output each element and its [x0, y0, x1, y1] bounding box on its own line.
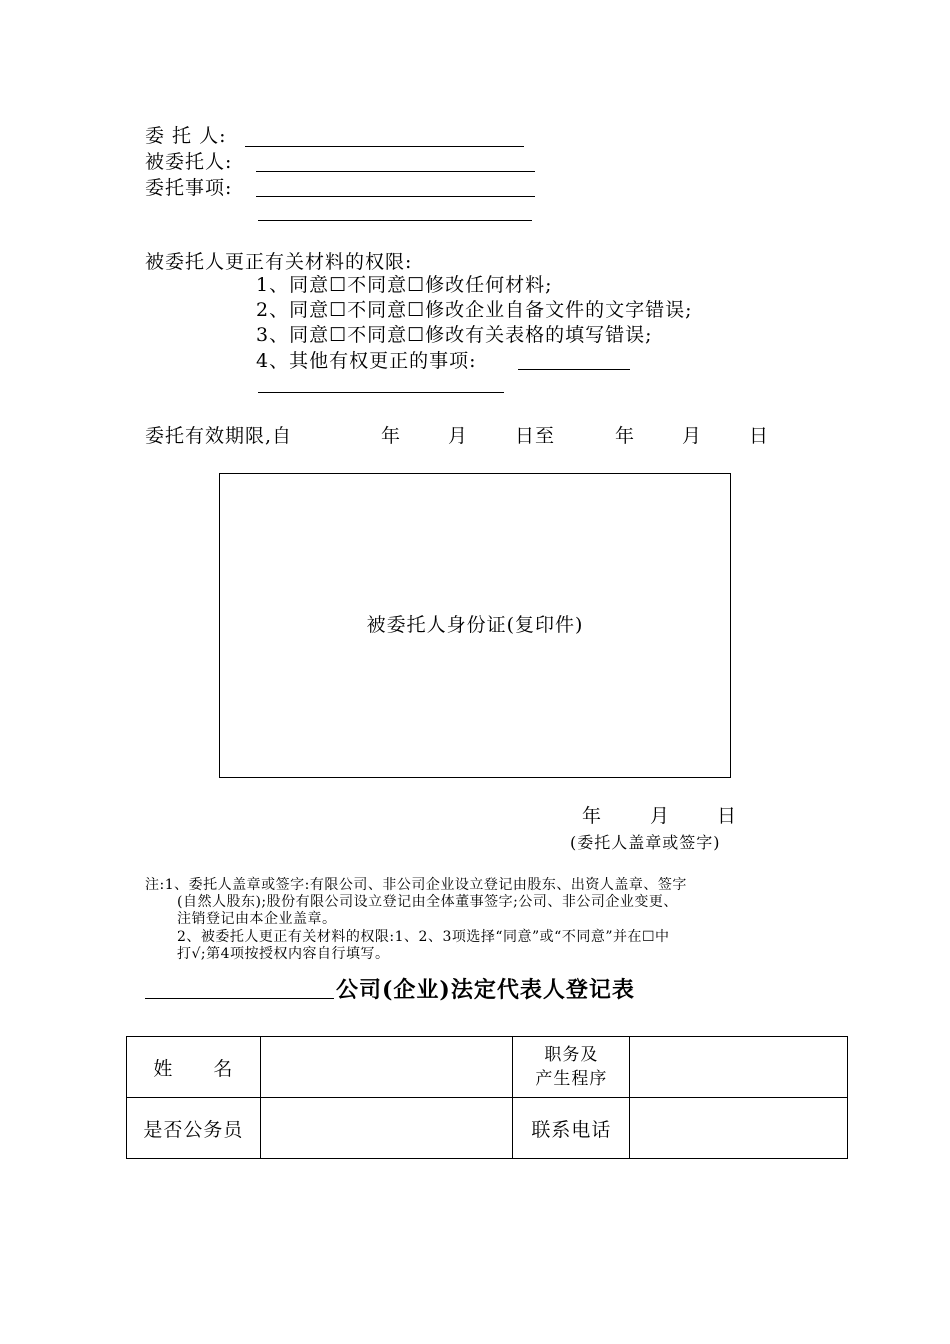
company-name-blank[interactable]	[145, 998, 334, 999]
table-row	[127, 1098, 848, 1159]
note-line-2: (自然人股东);股份有限公司设立登记由全体董事签字;公司、非公司企业变更、	[177, 894, 678, 910]
principal-blank[interactable]	[245, 146, 524, 147]
civil-servant-label: 是否公务员	[127, 1098, 261, 1159]
agent-blank[interactable]	[256, 171, 535, 172]
rights-item-2: 2、同意☐不同意☐修改企业自备文件的文字错误;	[256, 299, 693, 321]
validity-year-2: 年	[615, 425, 636, 447]
position-value-cell[interactable]	[630, 1037, 848, 1098]
position-label	[513, 1037, 630, 1098]
signature-year: 年	[582, 805, 603, 827]
name-value-cell[interactable]	[260, 1037, 513, 1098]
position-label-line-2: 产生程序	[535, 1069, 608, 1089]
signature-day: 日	[717, 805, 738, 827]
rights-item-4: 4、其他有权更正的事项:	[256, 350, 477, 372]
phone-label: 联系电话	[513, 1098, 630, 1159]
signature-month: 月	[650, 805, 671, 827]
civil-servant-value-cell[interactable]	[260, 1098, 513, 1159]
rights-heading: 被委托人更正有关材料的权限:	[145, 251, 413, 273]
note-line-5: 打√;第4项按授权内容自行填写。	[177, 946, 390, 962]
id-copy-box	[219, 473, 731, 778]
rights-item-4-blank[interactable]	[518, 369, 630, 370]
position-label-line-1: 职务及	[544, 1045, 599, 1065]
principal-label: 委 托 人:	[145, 125, 227, 147]
validity-month-2: 月	[682, 425, 703, 447]
validity-year-1: 年	[381, 425, 402, 447]
registration-table	[126, 1036, 848, 1159]
rights-item-3: 3、同意☐不同意☐修改有关表格的填写错误;	[256, 324, 653, 346]
note-line-3: 注销登记由本企业盖章。	[177, 911, 337, 927]
matters-label: 委托事项:	[145, 177, 233, 199]
signature-note: (委托人盖章或签字)	[570, 833, 721, 852]
agent-label: 被委托人:	[145, 151, 233, 173]
id-copy-label: 被委托人身份证(复印件)	[366, 614, 584, 636]
rights-item-1: 1、同意☐不同意☐修改任何材料;	[256, 274, 553, 296]
matters-blank-2[interactable]	[258, 220, 532, 221]
validity-day-2: 日	[749, 425, 770, 447]
form-title: 公司(企业)法定代表人登记表	[336, 977, 635, 1003]
validity-label: 委托有效期限,自	[145, 425, 293, 447]
note-line-4: 2、被委托人更正有关材料的权限:1、2、3项选择“同意”或“不同意”并在☐中	[177, 929, 670, 945]
matters-blank-1[interactable]	[256, 196, 535, 197]
table-row	[127, 1037, 848, 1098]
validity-day-to: 日至	[515, 425, 556, 447]
validity-month-1: 月	[448, 425, 469, 447]
phone-value-cell[interactable]	[630, 1098, 848, 1159]
name-label: 姓 名	[127, 1037, 261, 1098]
note-line-1: 注:1、委托人盖章或签字:有限公司、非公司企业设立登记由股东、出资人盖章、签字	[145, 877, 687, 893]
rights-other-blank[interactable]	[258, 392, 504, 393]
